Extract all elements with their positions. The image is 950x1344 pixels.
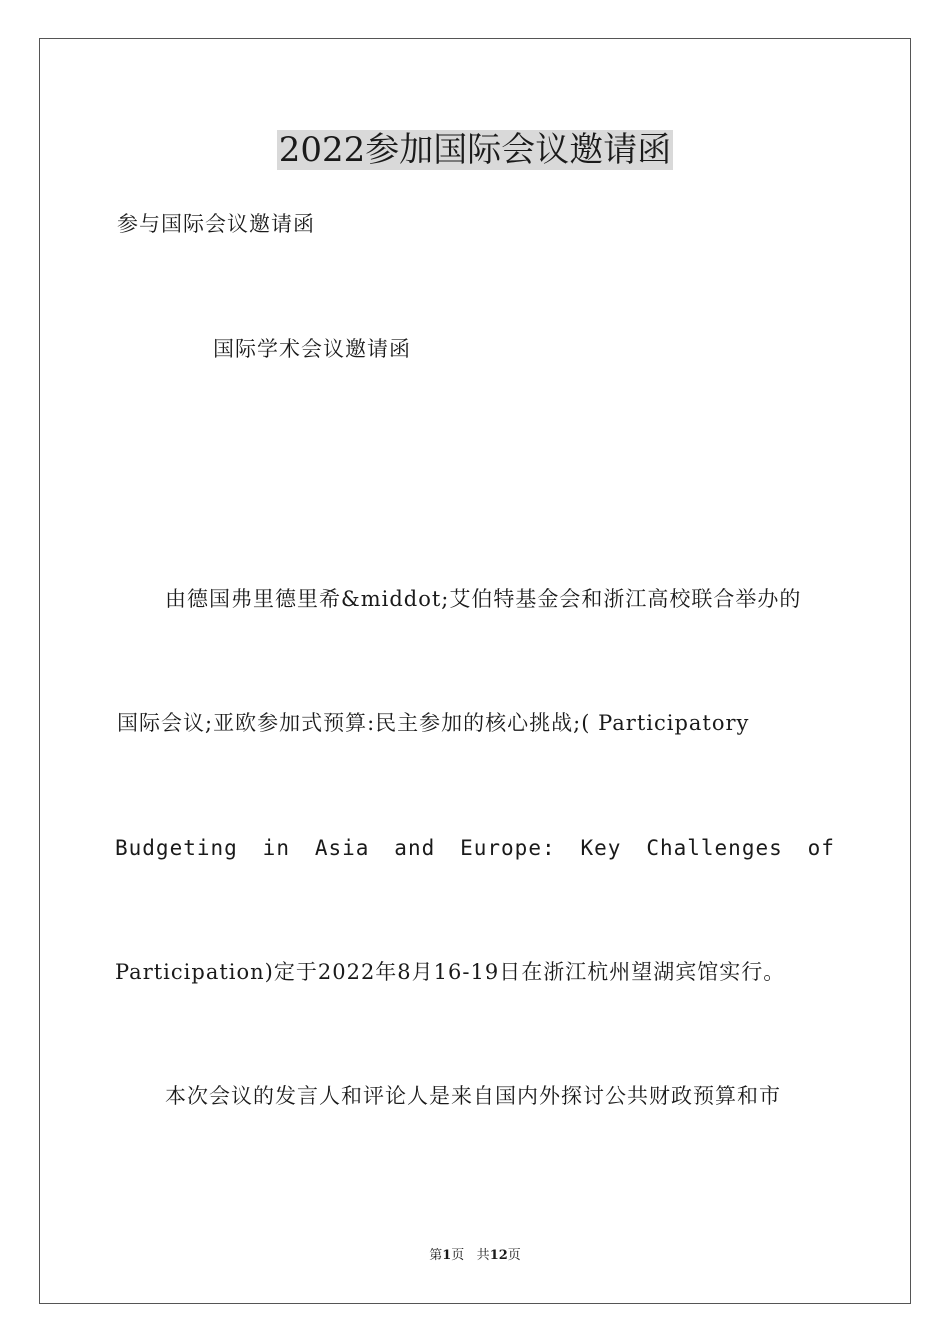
word: Challenges [646, 836, 783, 860]
word: and [394, 836, 436, 860]
paragraph-1-line-1: 由德国弗里德里希&middot;艾伯特基金会和浙江高校联合举办的 [165, 587, 802, 611]
word: of [807, 836, 835, 860]
total-suffix: 页 [507, 1248, 521, 1263]
section-heading: 国际学术会议邀请函 [213, 337, 411, 361]
total-pages: 12 [489, 1248, 508, 1263]
word: Key [580, 836, 622, 860]
page-prefix: 第 [429, 1248, 443, 1263]
paragraph-1-line-2: 国际会议;亚欧参加式预算:民主参加的核心挑战;( Participatory [117, 711, 750, 735]
paragraph-1-line-3 [115, 833, 835, 863]
paragraph-2-line-1: 本次会议的发言人和评论人是来自国内外探讨公共财政预算和市 [165, 1084, 781, 1108]
word: Budgeting [115, 836, 238, 860]
document-title [0, 128, 950, 172]
word: in [262, 836, 290, 860]
page-footer [0, 1247, 950, 1265]
word: Asia [314, 836, 370, 860]
word: Europe: [460, 836, 556, 860]
document-title-text: 2022参加国际会议邀请函 [278, 130, 672, 170]
document-subtitle: 参与国际会议邀请函 [117, 212, 315, 236]
paragraph-1-line-4: Participation)定于2022年8月16-19日在浙江杭州望湖宾馆实行。 [115, 960, 786, 984]
page-suffix: 页 [451, 1248, 465, 1263]
total-prefix: 共 [476, 1248, 490, 1263]
page-number: 1 [442, 1248, 452, 1263]
